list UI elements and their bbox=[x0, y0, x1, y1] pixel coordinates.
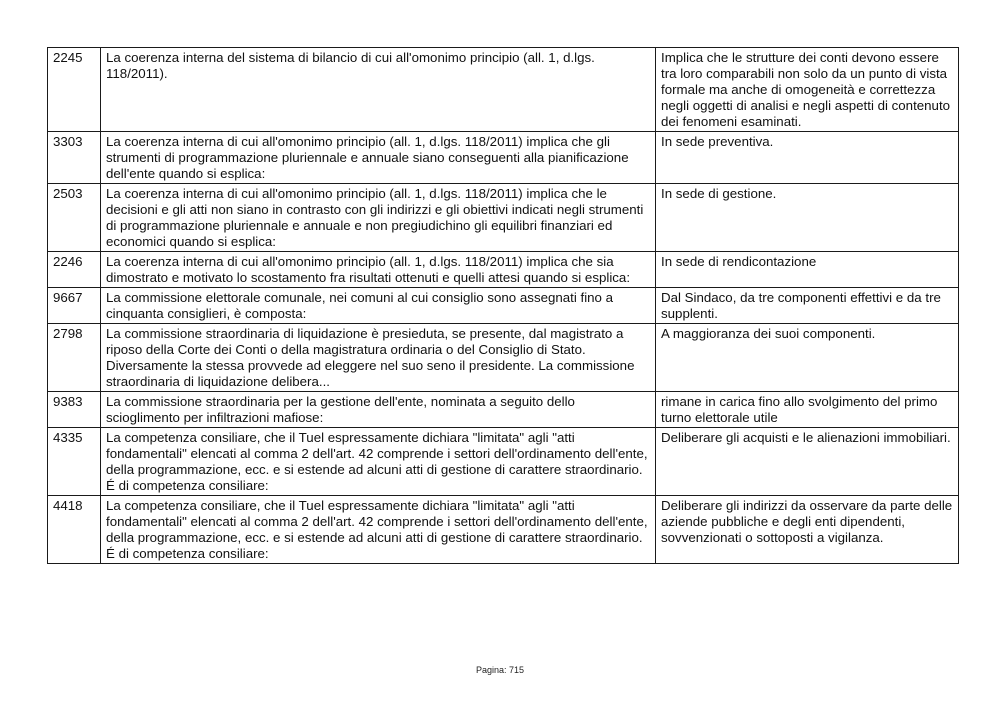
answer-cell: Dal Sindaco, da tre componenti effettivi e da tre supplenti. bbox=[656, 288, 959, 324]
question-cell: La coerenza interna di cui all'omonimo principio (all. 1, d.lgs. 118/2011) implica che le decisioni e gli atti non siano in contrasto con gli indirizzi e gli obiettivi indicati negli strumenti di programmazione pluriennale e annuale e non pregiudichino gli equilibri finanziari ed economici quando si esplica: bbox=[101, 184, 656, 252]
question-id-cell: 4418 bbox=[48, 496, 101, 564]
question-cell: La commissione straordinaria di liquidazione è presieduta, se presente, dal magistrato a riposo della Corte dei Conti o della magistratura ordinaria o del Consiglio di Stato. Diversamente la stessa provvede ad eleggere nel suo seno il presidente. La commissione straordinaria di liquidazione delibera... bbox=[101, 324, 656, 392]
question-id-cell: 2798 bbox=[48, 324, 101, 392]
answer-cell: In sede di gestione. bbox=[656, 184, 959, 252]
table-row bbox=[48, 184, 959, 252]
question-cell: La coerenza interna di cui all'omonimo principio (all. 1, d.lgs. 118/2011) implica che gli strumenti di programmazione pluriennale e annuale siano conseguenti alla pianificazione dell'ente quando si esplica: bbox=[101, 132, 656, 184]
answer-cell: Implica che le strutture dei conti devono essere tra loro comparabili non solo da un punto di vista formale ma anche di omogeneità e correttezza negli oggetti di analisi e negli aspetti di contenuto dei fenomeni esaminati. bbox=[656, 48, 959, 132]
table-row bbox=[48, 132, 959, 184]
table-row bbox=[48, 48, 959, 132]
question-id-cell: 9667 bbox=[48, 288, 101, 324]
question-id-cell: 9383 bbox=[48, 392, 101, 428]
table-row bbox=[48, 496, 959, 564]
answer-cell: Deliberare gli acquisti e le alienazioni immobiliari. bbox=[656, 428, 959, 496]
table-row bbox=[48, 324, 959, 392]
table-row bbox=[48, 392, 959, 428]
question-cell: La commissione elettorale comunale, nei comuni al cui consiglio sono assegnati fino a cinquanta consiglieri, è composta: bbox=[101, 288, 656, 324]
question-cell: La coerenza interna di cui all'omonimo principio (all. 1, d.lgs. 118/2011) implica che sia dimostrato e motivato lo scostamento fra risultati ottenuti e quelli attesi quando si esplica: bbox=[101, 252, 656, 288]
question-cell: La competenza consiliare, che il Tuel espressamente dichiara "limitata" agli "atti fondamentali" elencati al comma 2 dell'art. 42 comprende i settori dell'ordinamento dell'ente, della programmazione, ecc. e si estende ad alcuni atti di gestione di carattere straordinario. É di competenza consiliare: bbox=[101, 496, 656, 564]
answer-cell: rimane in carica fino allo svolgimento del primo turno elettorale utile bbox=[656, 392, 959, 428]
answer-cell: Deliberare gli indirizzi da osservare da parte delle aziende pubbliche e degli enti dipendenti, sovvenzionati o sottoposti a vigilanza. bbox=[656, 496, 959, 564]
table-row bbox=[48, 252, 959, 288]
answer-cell: In sede preventiva. bbox=[656, 132, 959, 184]
question-id-cell: 3303 bbox=[48, 132, 101, 184]
question-id-cell: 2246 bbox=[48, 252, 101, 288]
table-row bbox=[48, 288, 959, 324]
question-id-cell: 4335 bbox=[48, 428, 101, 496]
answer-cell: A maggioranza dei suoi componenti. bbox=[656, 324, 959, 392]
question-id-cell: 2245 bbox=[48, 48, 101, 132]
question-cell: La coerenza interna del sistema di bilancio di cui all'omonimo principio (all. 1, d.lgs. 118/2011). bbox=[101, 48, 656, 132]
question-id-cell: 2503 bbox=[48, 184, 101, 252]
table-row bbox=[48, 428, 959, 496]
questions-table bbox=[47, 47, 959, 564]
question-cell: La commissione straordinaria per la gestione dell'ente, nominata a seguito dello scioglimento per infiltrazioni mafiose: bbox=[101, 392, 656, 428]
answer-cell: In sede di rendicontazione bbox=[656, 252, 959, 288]
page-number: Pagina: 715 bbox=[475, 665, 525, 675]
question-cell: La competenza consiliare, che il Tuel espressamente dichiara "limitata" agli "atti fondamentali" elencati al comma 2 dell'art. 42 comprende i settori dell'ordinamento dell'ente, della programmazione, ecc. e si estende ad alcuni atti di gestione di carattere straordinario. É di competenza consiliare: bbox=[101, 428, 656, 496]
